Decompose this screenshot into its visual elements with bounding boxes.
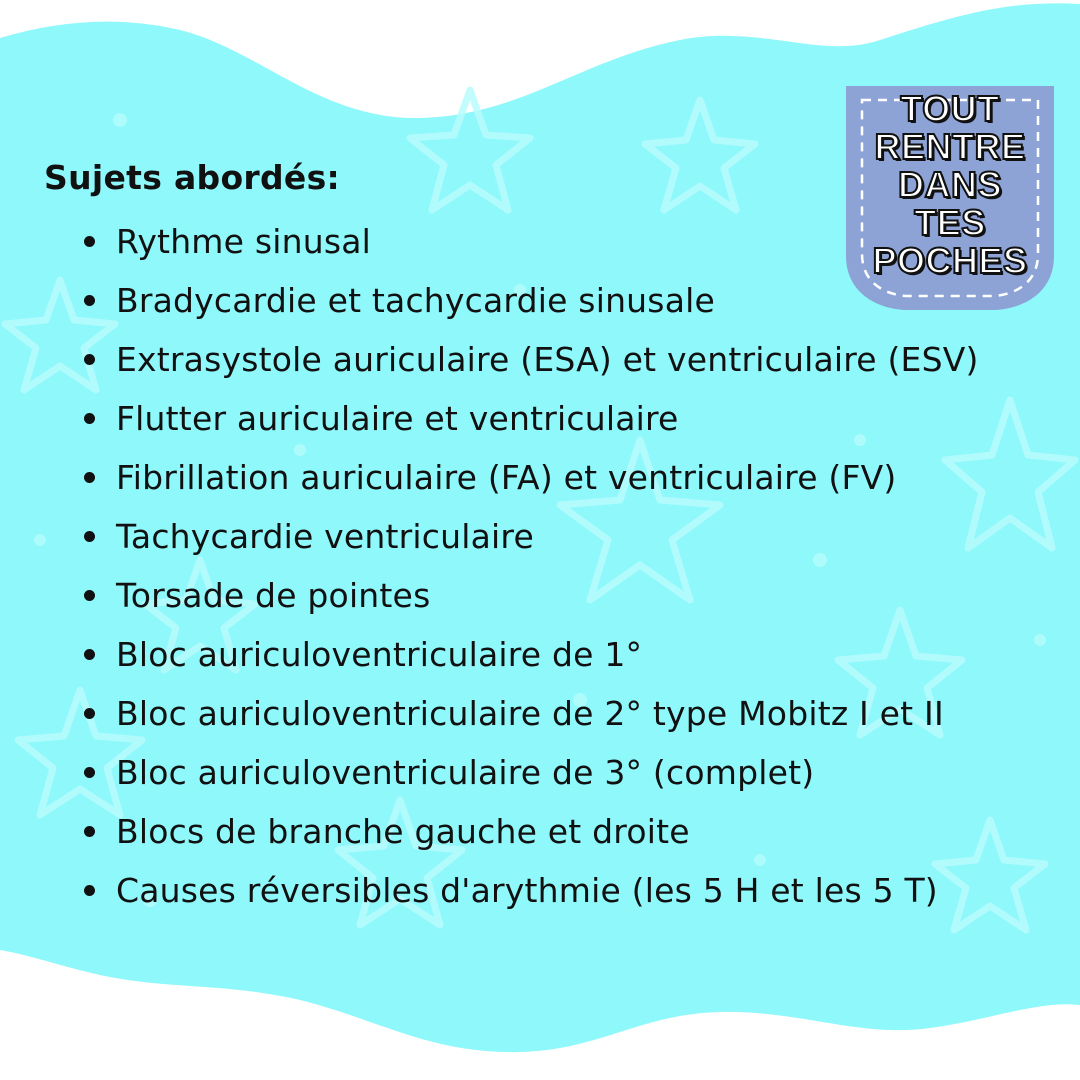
- bullet-icon: [84, 885, 95, 896]
- list-item-text: Blocs de branche gauche et droite: [116, 812, 690, 851]
- list-item: [80, 507, 1070, 566]
- list-item: [80, 566, 1070, 625]
- bullet-icon: [84, 472, 95, 483]
- list-item: [80, 861, 1070, 920]
- list-item: [80, 684, 1070, 743]
- list-item-text: Flutter auriculaire et ventriculaire: [116, 399, 679, 438]
- badge-line-5: POCHES: [872, 240, 1028, 281]
- list-item-text: Rythme sinusal: [116, 222, 372, 261]
- list-item-text: Bloc auriculoventriculaire de 3° (complet): [116, 753, 815, 792]
- list-item-text: Tachycardie ventriculaire: [116, 517, 534, 556]
- bullet-icon: [84, 354, 95, 365]
- badge-text: [846, 90, 1054, 280]
- badge-line-1: TOUT: [900, 88, 1000, 129]
- list-item-text: Torsade de pointes: [116, 576, 431, 615]
- list-item: [80, 802, 1070, 861]
- list-item: [80, 625, 1070, 684]
- list-item-text: Bradycardie et tachycardie sinusale: [116, 281, 715, 320]
- badge-line-4: TES: [914, 202, 986, 243]
- badge-line-2: RENTRE: [874, 126, 1026, 167]
- pocket-badge: [846, 86, 1054, 312]
- bullet-icon: [84, 649, 95, 660]
- list-item: [80, 448, 1070, 507]
- bullet-icon: [84, 826, 95, 837]
- bullet-icon: [84, 590, 95, 601]
- badge-line-3: DANS: [897, 164, 1002, 205]
- list-item: [80, 743, 1070, 802]
- bullet-icon: [84, 295, 95, 306]
- bullet-icon: [84, 767, 95, 778]
- bullet-icon: [84, 708, 95, 719]
- topic-list: [80, 212, 1070, 920]
- list-item-text: Bloc auriculoventriculaire de 1°: [116, 635, 643, 674]
- bullet-icon: [84, 531, 95, 542]
- list-item-text: Causes réversibles d'arythmie (les 5 H et les 5 T): [116, 871, 938, 910]
- list-item-text: Extrasystole auriculaire (ESA) et ventriculaire (ESV): [116, 340, 979, 379]
- bullet-icon: [84, 236, 95, 247]
- section-heading: Sujets abordés:: [44, 158, 341, 197]
- list-item-text: Bloc auriculoventriculaire de 2° type Mobitz I et II: [116, 694, 944, 733]
- list-item: [80, 389, 1070, 448]
- list-item: [80, 330, 1070, 389]
- bullet-icon: [84, 413, 95, 424]
- list-item-text: Fibrillation auriculaire (FA) et ventriculaire (FV): [116, 458, 897, 497]
